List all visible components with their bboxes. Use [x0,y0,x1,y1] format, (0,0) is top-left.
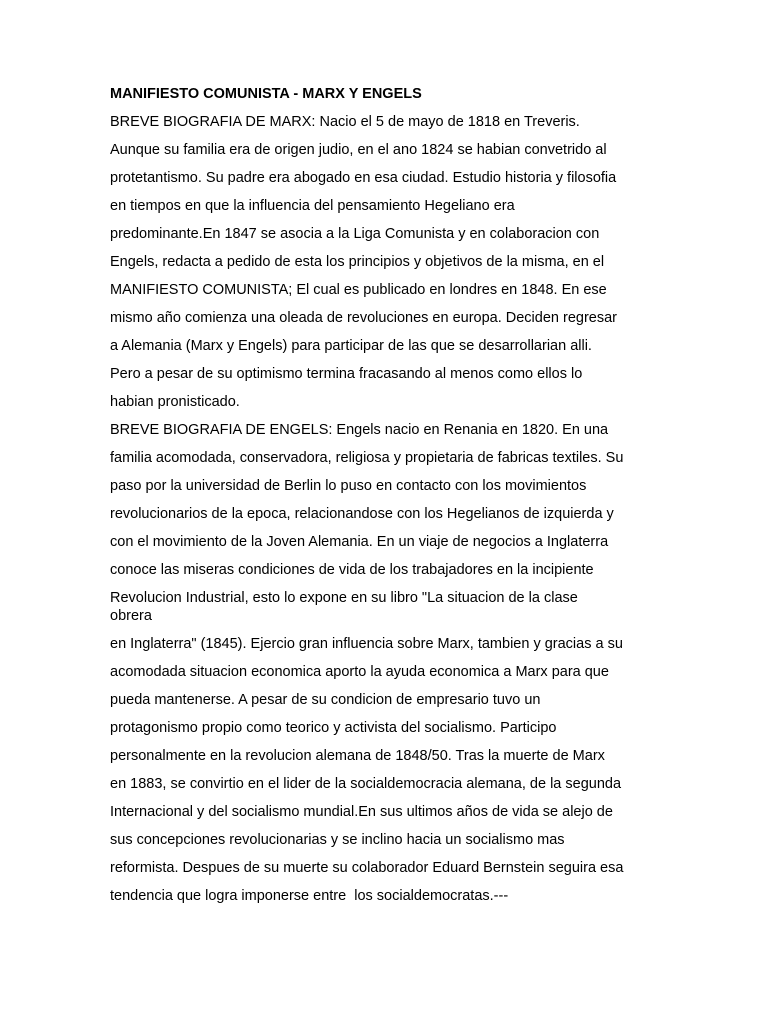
text-line: Pero a pesar de su optimismo termina fracasando al menos como ellos lo [110,366,583,382]
text-line: Aunque su familia era de origen judio, en el ano 1824 se habian convetrido al [110,142,607,158]
text-line: MANIFIESTO COMUNISTA; El cual es publicado en londres en 1848. En ese [110,282,607,298]
text-line: acomodada situacion economica aporto la ayuda economica a Marx para que [110,664,609,680]
text-line: predominante.En 1847 se asocia a la Liga Comunista y en colaboracion con [110,226,600,242]
text-line: protetantismo. Su padre era abogado en esa ciudad. Estudio historia y filosofia [110,170,617,186]
document-body [110,80,670,910]
text-line: BREVE BIOGRAFIA DE MARX: Nacio el 5 de mayo de 1818 en Treveris. [110,114,580,130]
document-title: MANIFIESTO COMUNISTA - MARX Y ENGELS [110,86,422,102]
text-line: paso por la universidad de Berlin lo puso en contacto con los movimientos [110,478,587,494]
text-line: reformista. Despues de su muerte su colaborador Eduard Bernstein seguira esa [110,860,624,876]
text-line: pueda mantenerse. A pesar de su condicion de empresario tuvo un [110,692,541,708]
text-line: familia acomodada, conservadora, religiosa y propietaria de fabricas textiles. Su [110,450,624,466]
text-line: personalmente en la revolucion alemana de 1848/50. Tras la muerte de Marx [110,748,605,764]
text-line: BREVE BIOGRAFIA DE ENGELS: Engels nacio en Renania en 1820. En una [110,422,609,438]
text-line: en Inglaterra" (1845). Ejercio gran influencia sobre Marx, tambien y gracias a su [110,636,623,652]
text-line: conoce las miseras condiciones de vida de los trabajadores en la incipiente [110,562,594,578]
text-line: obrera [110,608,152,624]
text-line: protagonismo propio como teorico y activista del socialismo. Participo [110,720,557,736]
text-line: revolucionarios de la epoca, relacionandose con los Hegelianos de izquierda y [110,506,614,522]
text-line: con el movimiento de la Joven Alemania. En un viaje de negocios a Inglaterra [110,534,609,550]
text-line: en tiempos en que la influencia del pensamiento Hegeliano era [110,198,515,214]
text-line: habian pronisticado. [110,394,240,410]
text-line: Internacional y del socialismo mundial.En sus ultimos años de vida se alejo de [110,804,613,820]
text-line: mismo año comienza una oleada de revoluciones en europa. Deciden regresar [110,310,617,326]
text-line: sus concepciones revolucionarias y se inclino hacia un socialismo mas [110,832,565,848]
text-line: Engels, redacta a pedido de esta los principios y objetivos de la misma, en el [110,254,605,270]
text-line: en 1883, se convirtio en el lider de la socialdemocracia alemana, de la segunda [110,776,622,792]
text-line: tendencia que logra imponerse entre los socialdemocratas.--- [110,888,509,904]
text-line: Revolucion Industrial, esto lo expone en su libro "La situacion de la clase [110,590,578,606]
text-line: a Alemania (Marx y Engels) para participar de las que se desarrollarian alli. [110,338,592,354]
